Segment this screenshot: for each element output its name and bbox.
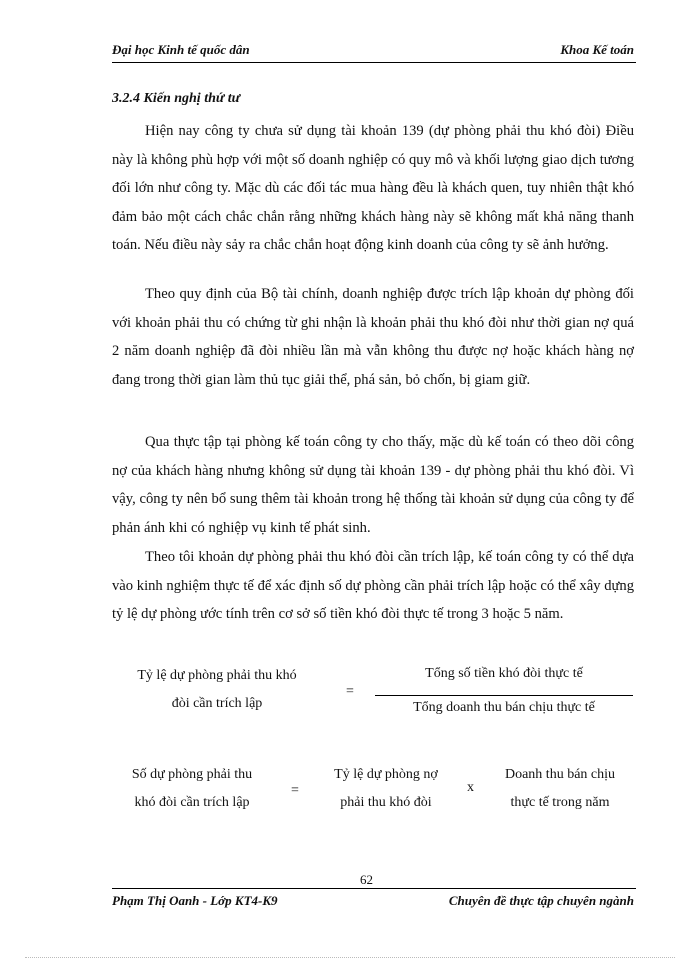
formula1-lhs-line1: Tỷ lệ dự phòng phải thu khó	[137, 668, 297, 683]
paragraph-3: Qua thực tập tại phòng kế toán công ty cho thấy, mặc dù kế toán có theo dõi công nợ của khách hàng nhưng không sử dụng tài khoản 139 - dự phòng phải thu khó đòi. Vì vậy, công ty nên bổ sung thêm tài khoản trong hệ thống tài khoản sử dụng của công ty để phản ánh khi có nghiệp vụ kinh tế phát sinh.	[112, 434, 634, 536]
formula1-numerator: Tổng số tiền khó đòi thực tế	[425, 666, 583, 681]
paragraph-4: Theo tôi khoản dự phòng phải thu khó đòi cần trích lập, kế toán công ty có thể dựa vào kinh nghiệm thực tế để xác định số dự phòng cần phải trích lập hoặc có thể xây dựng tỷ lệ dự phòng ước tính trên cơ sở số tiền khó đòi thực tế trong 3 hoặc 5 năm.	[112, 549, 634, 622]
formula2-factor1	[316, 761, 456, 817]
page-number: 62	[360, 872, 373, 887]
formula2-factor1-line1: Tỷ lệ dự phòng nợ	[334, 767, 438, 782]
formula2-factor2-line2: thực tế trong năm	[510, 795, 610, 810]
formula1-lhs	[112, 662, 322, 718]
formula2-lhs-line1: Số dự phòng phải thu	[131, 767, 253, 782]
formula2-factor1-line2: phải thu khó đòi	[340, 795, 432, 810]
paragraph-2: Theo quy định của Bộ tài chính, doanh nghiệp được trích lập khoản dự phòng đối với khoản phải thu có chứng từ ghi nhận là khoản phải thu khó đòi như thời gian nợ quá 2 năm doanh nghiệp đã đòi nhiều lần mà vẫn không thu được nợ hoặc khách hàng nợ đang trong thời gian làm thủ tục giải thể, phá sản, bỏ chốn, bị giam giữ.	[112, 286, 634, 388]
formula2-lhs	[112, 761, 272, 817]
page-bottom-border	[25, 957, 675, 958]
formula2-times: x	[467, 780, 474, 795]
formula2-equals: =	[291, 783, 299, 798]
formula2-factor2	[490, 761, 630, 817]
formula1-equals: =	[346, 684, 354, 699]
formula1-lhs-line2: đòi cần trích lập	[171, 696, 263, 711]
formula2-lhs-line2: khó đòi cần trích lập	[134, 795, 250, 810]
section-title: 3.2.4 Kiến nghị thứ tư	[112, 91, 241, 106]
paragraph-1: Hiện nay công ty chưa sử dụng tài khoản 139 (dự phòng phải thu khó đòi) Điều này là không phù hợp với một số doanh nghiệp có quy mô và khối lượng giao dịch tương đối lớn như công ty. Mặc dù các đối tác mua hàng đều là khách quen, tuy nhiên thật khó đảm bảo một cách chắc chắn rằng những khách hàng này sẽ không mất khả năng thanh toán. Nếu điều này sảy ra chắc chắn hoạt động kinh doanh của công ty sẽ ảnh hưởng.	[112, 123, 634, 253]
footer-author: Phạm Thị Oanh - Lớp KT4-K9	[112, 893, 278, 908]
header-faculty: Khoa Kế toán	[560, 42, 634, 57]
header-university: Đại học Kinh tế quốc dân	[112, 42, 250, 57]
page-footer	[112, 888, 636, 913]
page-header	[112, 38, 636, 63]
formula1-denominator: Tổng doanh thu bán chịu thực tế	[413, 700, 595, 715]
formula2-factor2-line1: Doanh thu bán chịu	[504, 767, 616, 782]
footer-title: Chuyên đề thực tập chuyên ngành	[448, 893, 634, 908]
